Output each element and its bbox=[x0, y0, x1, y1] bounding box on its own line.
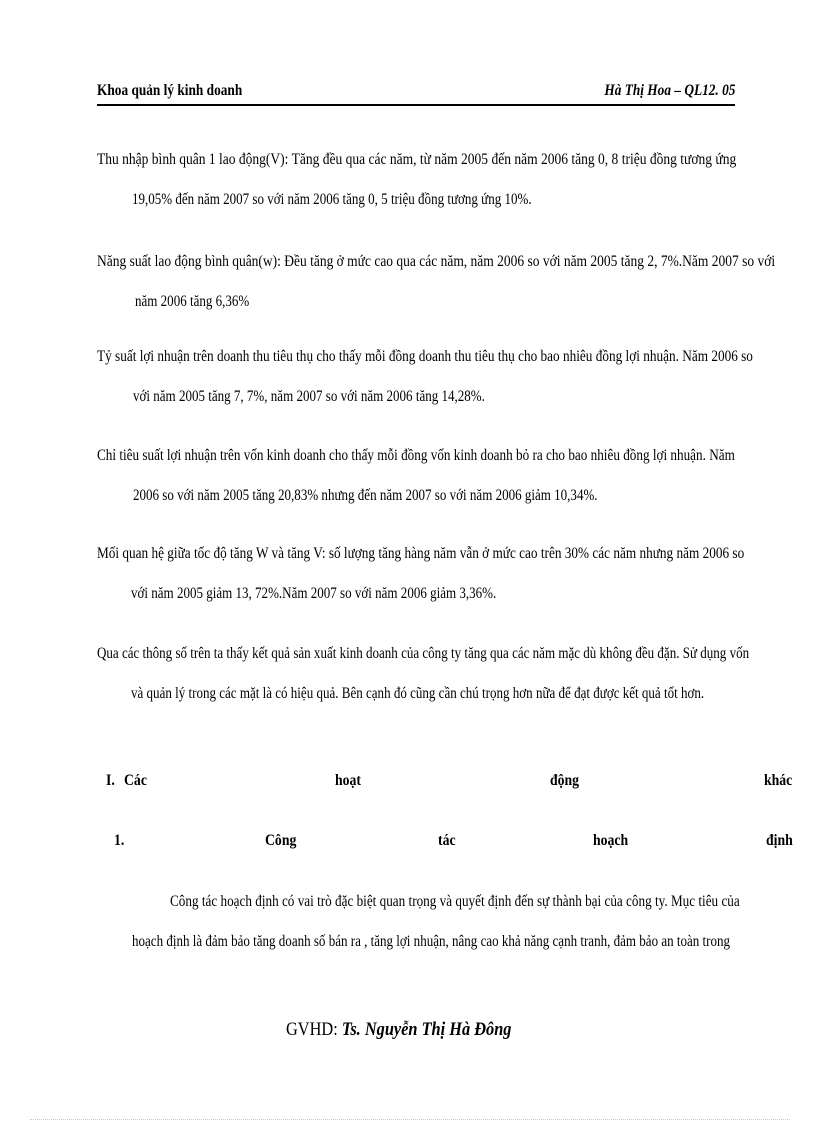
paragraph-capital-profit: Chỉ tiêu suất lợi nhuận trên vốn kinh doanh cho thấy mỗi đồng vốn kinh doanh bỏ ra cho bao nhiêu đồng lợi nhuận. Năm 2006 so với năm 2005 tăng 20,83% nhưng đến năm 2007 so với năm 2006 giảm 10,34%. bbox=[97, 447, 735, 504]
paragraph-income: Thu nhập bình quân 1 lao động(V): Tăng đều qua các năm, từ năm 2005 đến năm 2006 tăng 0, 8 triệu đồng tương ứng 19,05% đến năm 2007 so với năm 2006 tăng 0, 5 triệu đồng tương ứng 10%. bbox=[97, 151, 737, 208]
footer-supervisor-name: Ts. Nguyễn Thị Hà Đông bbox=[341, 1019, 512, 1040]
section-heading-other-activities: I. Các hoạt động khác bbox=[106, 772, 793, 789]
header-department: Khoa quản lý kinh doanh bbox=[97, 82, 243, 99]
page-header bbox=[97, 82, 735, 106]
paragraph-revenue-profit: Tỷ suất lợi nhuận trên doanh thu tiêu thụ cho thấy mỗi đồng doanh thu tiêu thụ cho bao nhiêu đồng lợi nhuận. Năm 2006 so với năm 2005 tăng 7, 7%, năm 2007 so với năm 2006 tăng 14,28%. bbox=[97, 348, 753, 405]
paragraph-conclusion: Qua các thông số trên ta thấy kết quả sản xuất kinh doanh của công ty tăng qua các năm mặc dù không đều đặn. Sử dụng vốn và quản lý trong các mặt là có hiệu quả. Bên cạnh đó cũng cần chú trọng hơn nữa để đạt được kết quả tốt hơn. bbox=[97, 645, 750, 702]
subsection-heading-planning: 1. Công tác hoạch định bbox=[114, 832, 793, 849]
page-footer bbox=[286, 1019, 511, 1041]
page-bottom-border bbox=[30, 1119, 790, 1120]
paragraph-planning: Công tác hoạch định có vai trò đặc biệt quan trọng và quyết định đến sự thành bại của công ty. Mục tiêu của hoạch định là đảm bảo tăng doanh số bán ra , tăng lợi nhuận, nâng cao khả năng cạnh tranh, đảm bảo an toàn trong bbox=[132, 893, 740, 950]
paragraph-productivity: Năng suất lao động bình quân(w): Đều tăng ở mức cao qua các năm, năm 2006 so với năm 2005 tăng 2, 7%.Năm 2007 so với năm 2006 tăng 6,36% bbox=[97, 253, 776, 310]
header-author: Hà Thị Hoa – QL12. 05 bbox=[603, 82, 735, 99]
paragraph-growth-relation: Mối quan hệ giữa tốc độ tăng W và tăng V: số lượng tăng hàng năm vẫn ở mức cao trên 30% các năm nhưng năm 2006 so với năm 2005 giảm 13, 72%.Năm 2007 so với năm 2006 giảm 3,36%. bbox=[97, 545, 745, 602]
footer-label: GVHD: bbox=[286, 1019, 338, 1040]
